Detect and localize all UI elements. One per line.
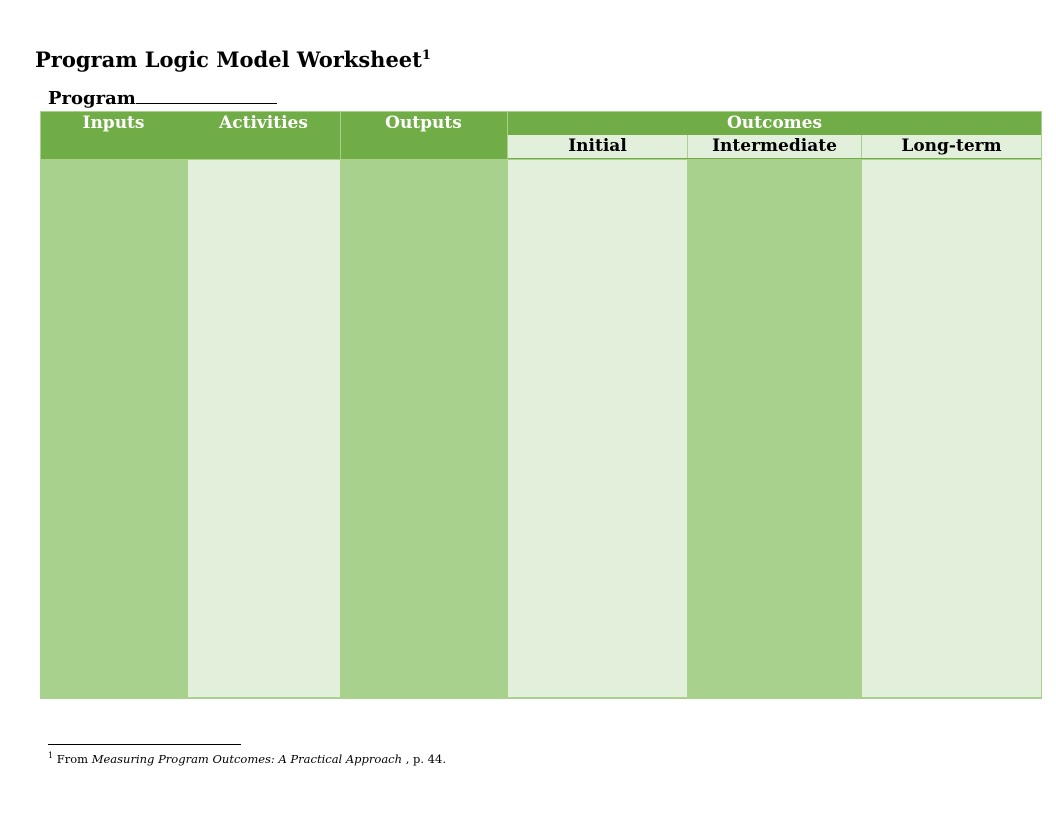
footnote-separator: [48, 744, 241, 745]
footnote-marker: 1: [48, 751, 54, 761]
footnote-prefix: From: [56, 752, 92, 766]
header-inputs: Inputs: [82, 113, 145, 133]
intermediate-outcomes-cell[interactable]: [687, 159, 862, 698]
long-term-outcomes-cell[interactable]: [861, 159, 1042, 698]
footnote-source-title: Measuring Program Outcomes: A Practical Approach: [91, 752, 403, 766]
header-divider-outputs: [340, 111, 341, 159]
activities-cell[interactable]: [187, 159, 341, 698]
header-outcomes: Outcomes: [726, 113, 823, 133]
program-label: Program: [48, 88, 136, 109]
page-title-text: Program Logic Model Worksheet: [35, 47, 422, 72]
header-outputs: Outputs: [385, 113, 462, 133]
subheader-initial: Initial: [507, 135, 687, 158]
program-field: [48, 86, 277, 109]
footnote: [48, 752, 446, 766]
initial-outcomes-cell[interactable]: [507, 159, 688, 698]
subheader-long-term: Long-term: [861, 135, 1042, 158]
logic-model-table: [40, 111, 1042, 699]
outputs-cell[interactable]: [340, 159, 508, 698]
footnote-suffix: , p. 44.: [402, 752, 446, 766]
title-footnote-marker: 1: [421, 48, 431, 63]
header-activities: Activities: [219, 113, 308, 133]
inputs-cell[interactable]: [40, 159, 188, 698]
subheader-intermediate: Intermediate: [687, 135, 861, 158]
page-title: [35, 47, 431, 72]
program-name-blank[interactable]: [136, 86, 277, 104]
